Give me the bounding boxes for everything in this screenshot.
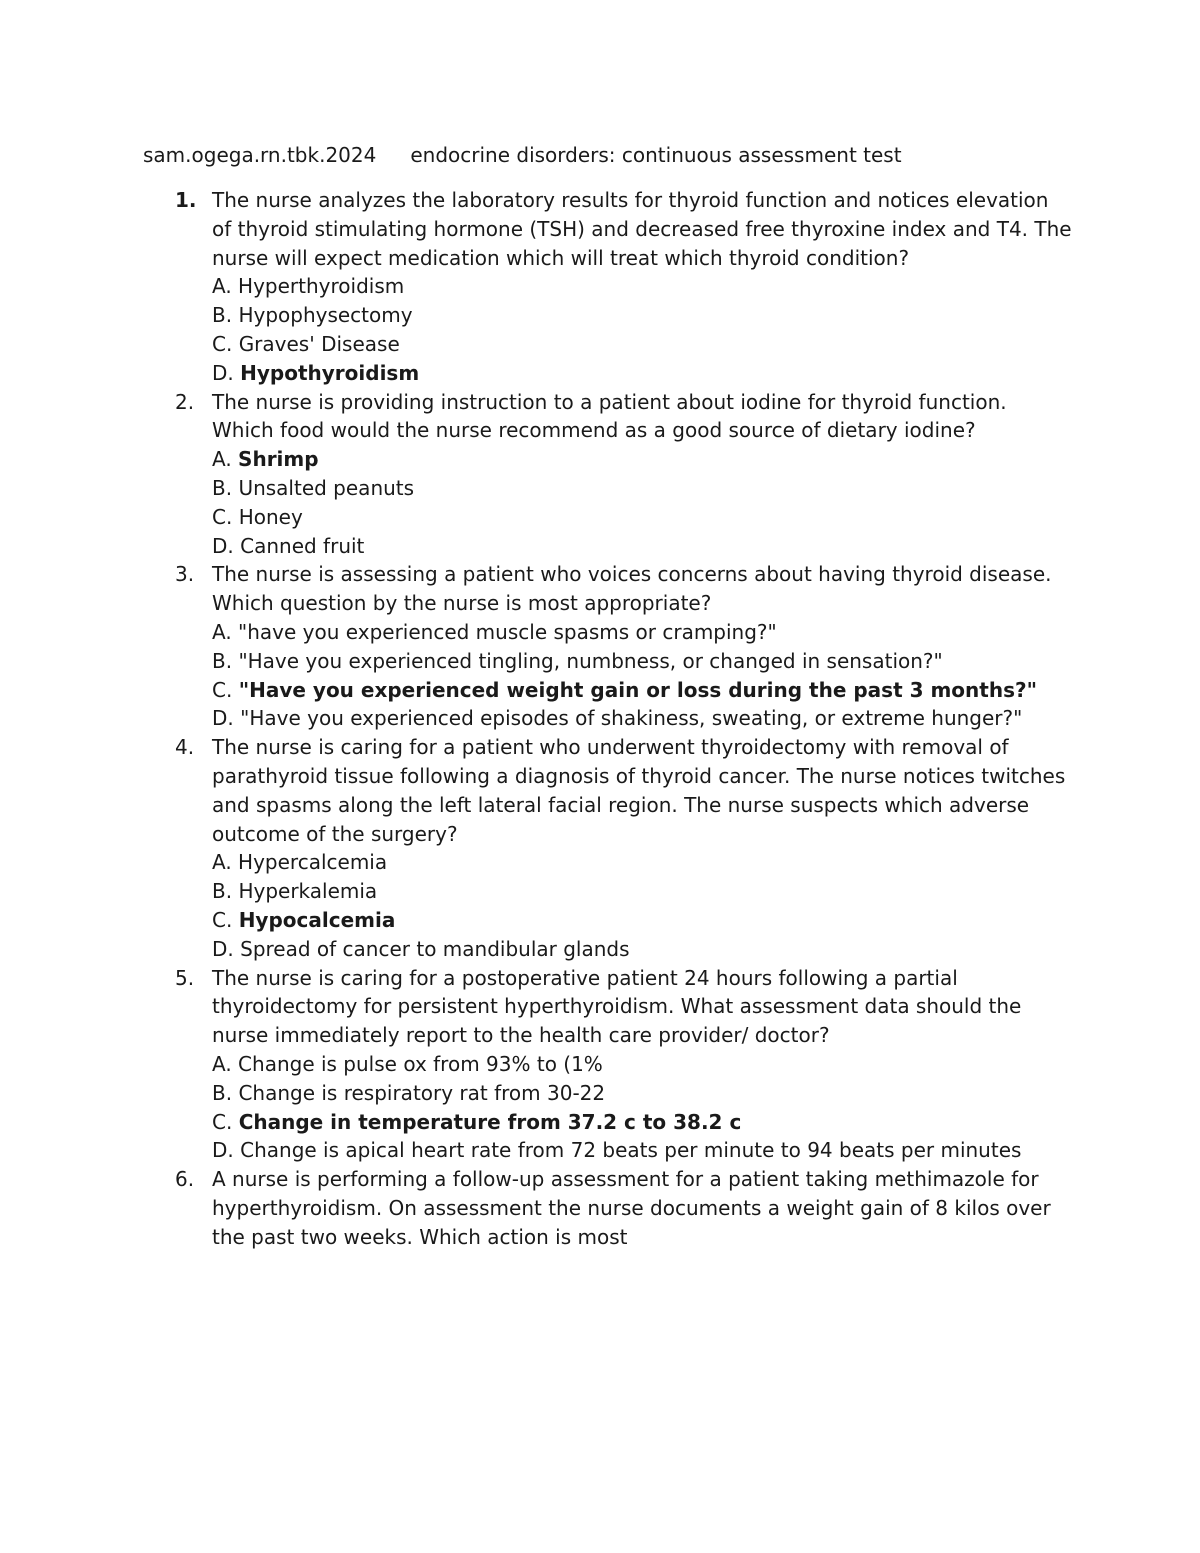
option-text: Hypophysectomy [238, 303, 413, 328]
question-item [0, 388, 1072, 561]
question-number: 4. [175, 735, 195, 760]
answer-option [212, 935, 1072, 964]
option-letter: C. [212, 331, 233, 356]
option-letter: D. [212, 533, 234, 558]
answer-option [212, 877, 1072, 906]
answer-option [212, 704, 1072, 733]
question-item [0, 560, 1072, 733]
answer-option [212, 301, 1072, 330]
answer-option [212, 647, 1072, 676]
answer-option [212, 503, 1072, 532]
option-letter: A. [212, 447, 232, 472]
question-number: 5. [175, 965, 195, 990]
option-text: Hyperthyroidism [238, 274, 405, 299]
question-stem: The nurse is caring for a patient who underwent thyroidectomy with removal of parathyroid tissue following a diagnosis of thyroid cancer. The nurse notices twitches and spasms along the left lateral facial region. The nurse suspects which adverse outcome of the surgery? [212, 735, 1066, 846]
option-letter: C. [212, 1109, 233, 1134]
option-letter: D. [212, 936, 234, 961]
option-letter: A. [212, 274, 232, 299]
option-letter: B. [212, 648, 233, 673]
question-item [0, 186, 1072, 388]
question-stem: The nurse is providing instruction to a patient about iodine for thyroid function. Which food would the nurse recommend as a good source of dietary iodine? [212, 389, 1007, 443]
correct-option-text: Hypocalcemia [238, 907, 396, 932]
option-letter: B. [212, 879, 233, 904]
answer-option [212, 359, 1072, 388]
option-letter: A. [212, 850, 232, 875]
option-text: Change is respiratory rat from 30-22 [238, 1080, 606, 1105]
question-number: 2. [175, 389, 195, 414]
question-stem: A nurse is performing a follow-up assessment for a patient taking methimazole for hyperthyroidism. On assessment the nurse documents a weight gain of 8 kilos over the past two weeks. Which action is most [212, 1167, 1051, 1249]
correct-option-text: "Have you experienced weight gain or loss during the past 3 months?" [238, 677, 1038, 702]
option-letter: D. [212, 706, 234, 731]
question-item [0, 964, 1072, 1166]
question-list [0, 186, 1200, 1251]
option-letter: C. [212, 907, 233, 932]
option-letter: B. [212, 303, 233, 328]
option-letter: D. [212, 1138, 234, 1163]
option-letter: A. [212, 1051, 232, 1076]
question-stem: The nurse is assessing a patient who voices concerns about having thyroid disease. Which question by the nurse is most appropriate? [212, 562, 1052, 616]
option-text: "have you experienced muscle spasms or cramping?" [238, 619, 777, 644]
option-letter: C. [212, 504, 233, 529]
answer-option [212, 906, 1072, 935]
answer-option [212, 618, 1072, 647]
option-text: Hyperkalemia [238, 879, 378, 904]
document-header [143, 141, 902, 169]
option-letter: B. [212, 475, 233, 500]
answer-option [212, 272, 1072, 301]
question-stem: The nurse analyzes the laboratory results for thyroid function and notices elevation of thyroid stimulating hormone (TSH) and decreased free thyroxine index and T4. The nurse will expect medication which will treat which thyroid condition? [212, 188, 1072, 270]
question-item [0, 1165, 1072, 1251]
question-number: 1. [175, 188, 197, 212]
question-number: 3. [175, 562, 195, 587]
question-number: 6. [175, 1167, 195, 1192]
answer-option [212, 532, 1072, 561]
correct-option-text: Shrimp [238, 447, 319, 472]
option-text: Spread of cancer to mandibular glands [240, 936, 630, 961]
option-text: "Have you experienced episodes of shakiness, sweating, or extreme hunger?" [240, 706, 1023, 731]
answer-option [212, 330, 1072, 359]
author-tag: sam.ogega.rn.tbk.2024 [143, 143, 377, 167]
option-text: Graves' Disease [238, 331, 400, 356]
answer-option [212, 445, 1072, 474]
answer-option [212, 1079, 1072, 1108]
option-text: Hypercalcemia [238, 850, 388, 875]
answer-option [212, 474, 1072, 503]
option-letter: C. [212, 677, 233, 702]
question-stem: The nurse is caring for a postoperative patient 24 hours following a partial thyroidectomy for persistent hyperthyroidism. What assessment data should the nurse immediately report to the health care provider/ doctor? [212, 965, 1022, 1048]
option-text: "Have you experienced tingling, numbness, or changed in sensation?" [238, 648, 943, 673]
option-text: Unsalted peanuts [238, 475, 415, 500]
correct-option-text: Hypothyroidism [240, 360, 420, 385]
option-letter: D. [212, 360, 234, 385]
answer-option [212, 848, 1072, 877]
option-letter: B. [212, 1080, 233, 1105]
option-text: Change is apical heart rate from 72 beats per minute to 94 beats per minutes [240, 1138, 1022, 1163]
answer-option [212, 1108, 1072, 1137]
option-text: Canned fruit [240, 533, 365, 558]
answer-option [212, 1136, 1072, 1165]
question-item [0, 733, 1072, 963]
option-text: Change is pulse ox from 93% to (1% [238, 1051, 603, 1076]
answer-option [212, 676, 1072, 705]
answer-option [212, 1050, 1072, 1079]
document-subject: endocrine disorders: continuous assessment test [410, 143, 902, 167]
correct-option-text: Change in temperature from 37.2 c to 38.2 c [238, 1109, 742, 1134]
option-text: Honey [238, 504, 303, 529]
option-letter: A. [212, 619, 232, 644]
